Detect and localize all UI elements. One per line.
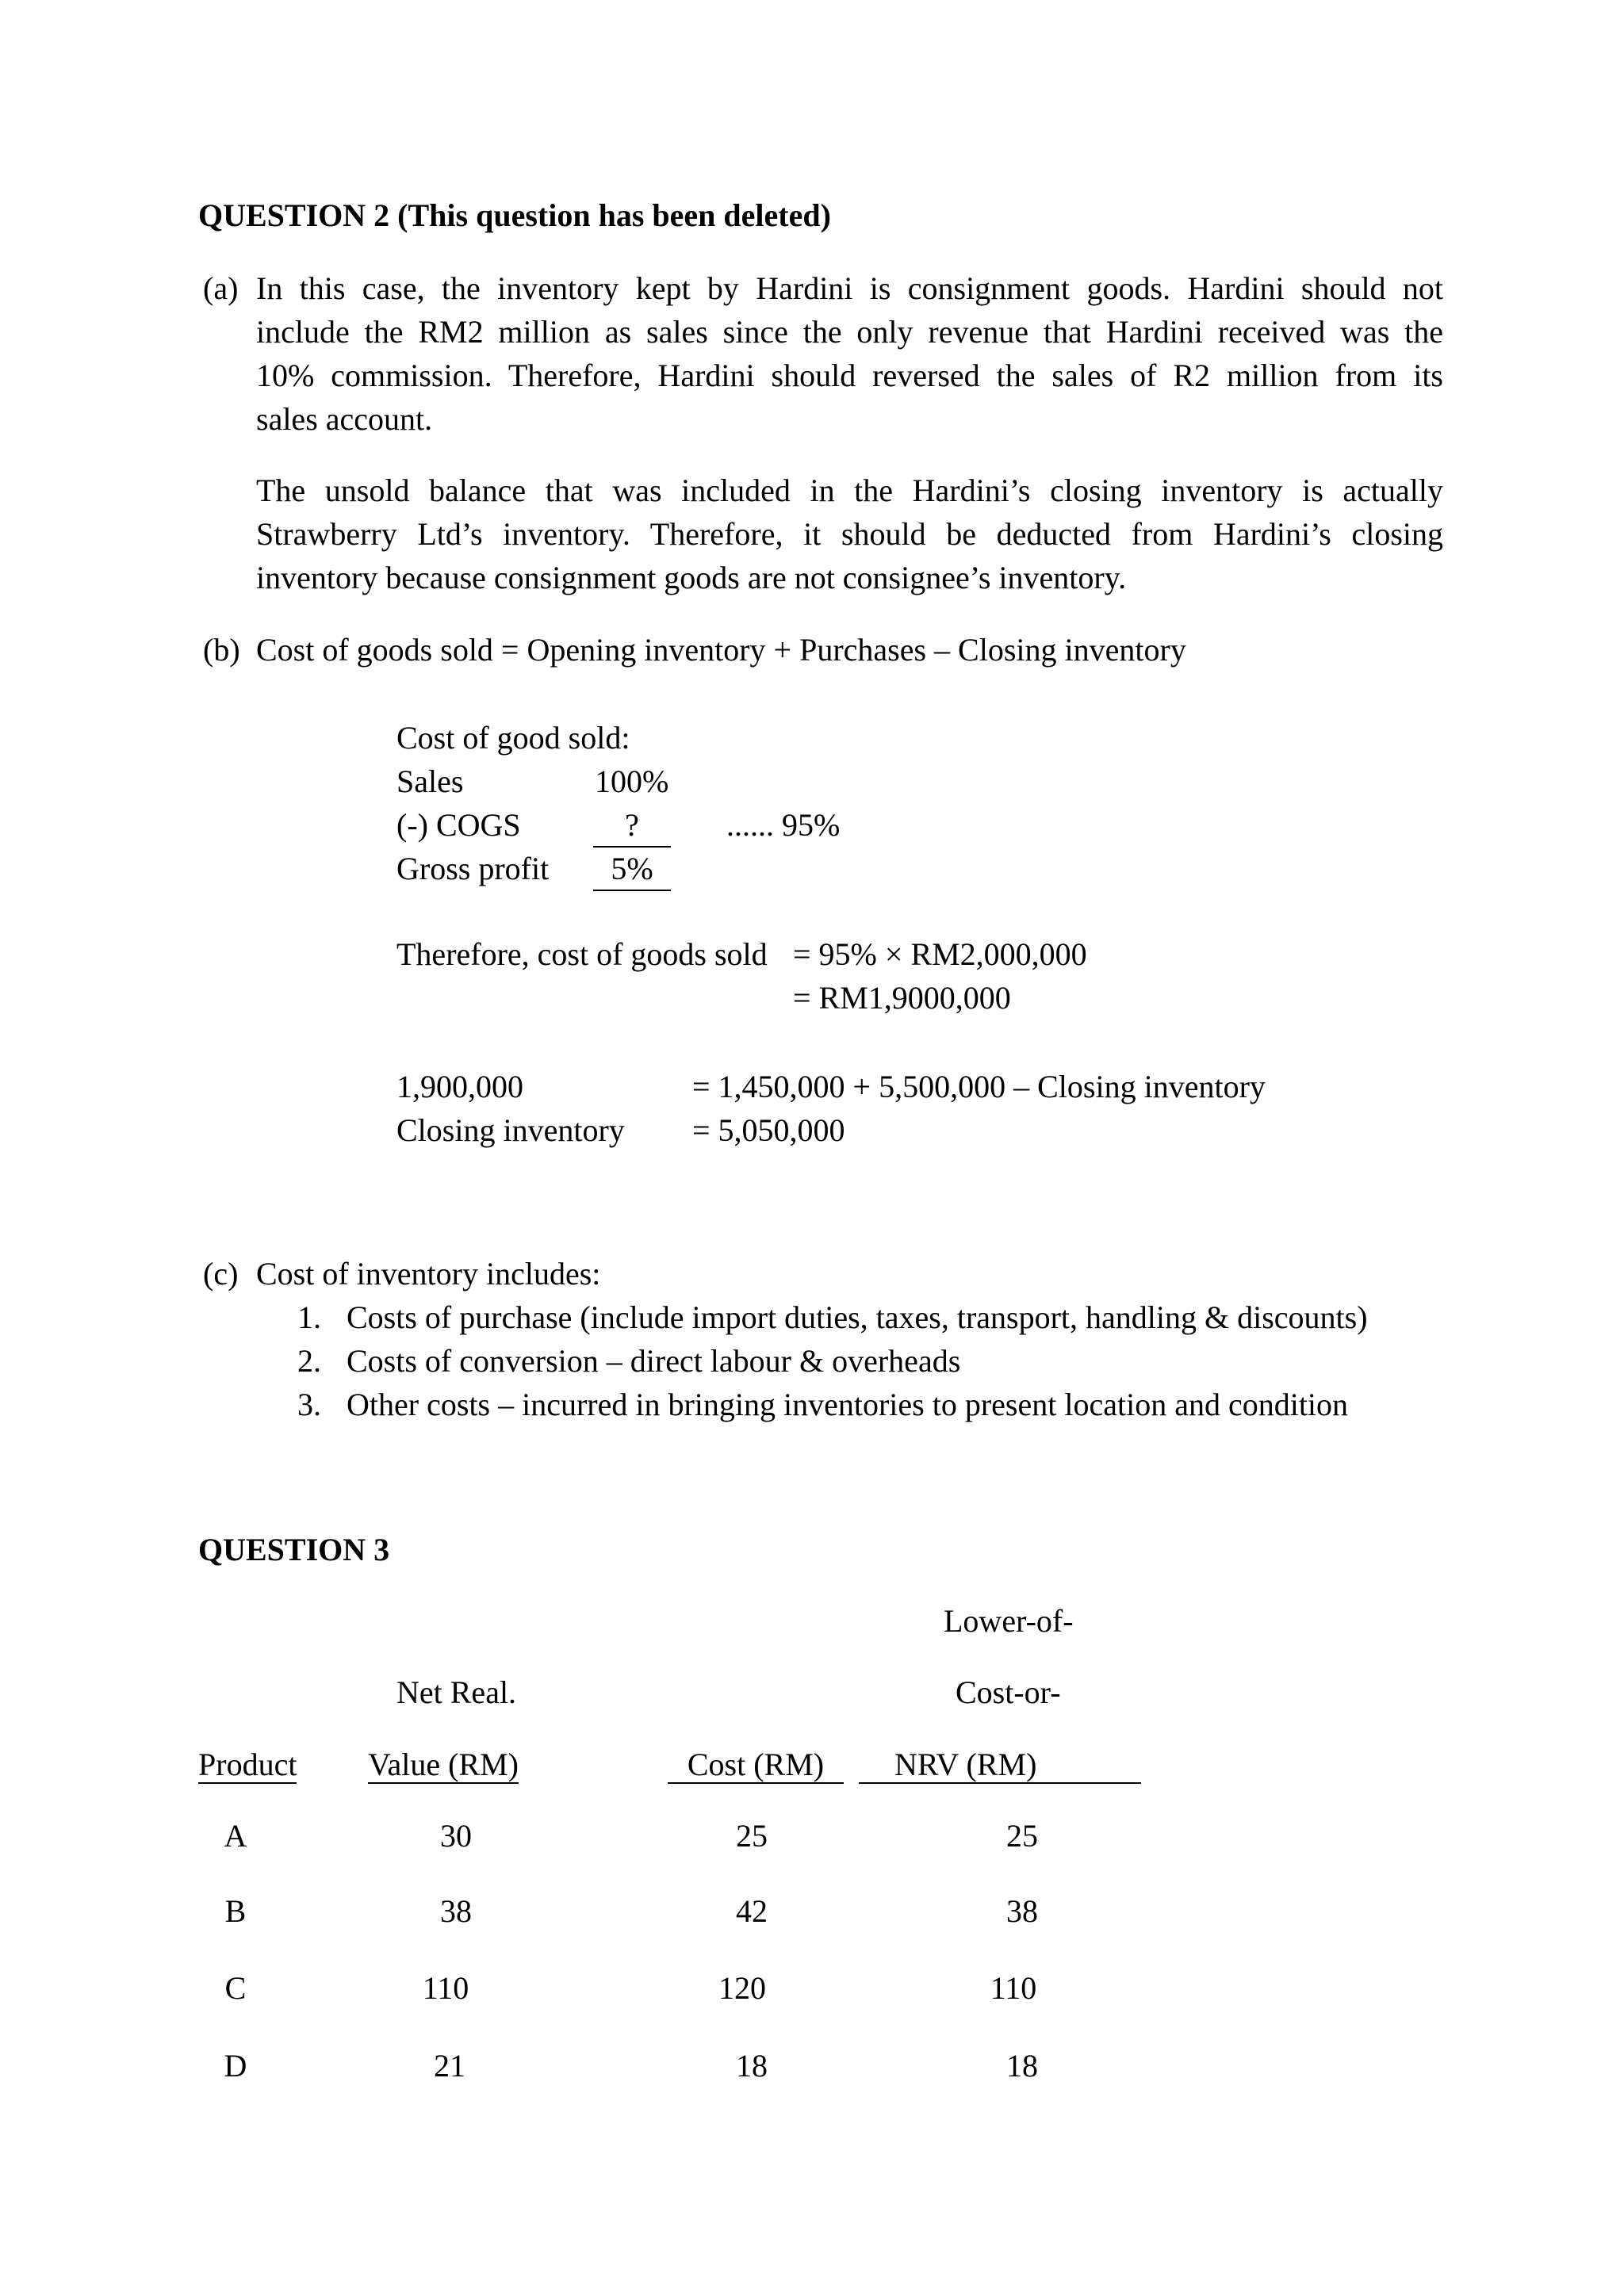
- cogs-note: ...... 95%: [726, 807, 841, 843]
- question-3-heading: QUESTION 3: [198, 1532, 390, 1567]
- sales-label: Sales: [396, 763, 464, 799]
- therefore-eq1: = 95% × RM2,000,000: [793, 936, 1087, 972]
- table-cell-lcnrv-a: 25: [1006, 1818, 1038, 1854]
- part-a-para2-line2: Strawberry Ltd’s inventory. Therefore, it should be deducted from Hardini’s closing: [256, 516, 1443, 552]
- calc-right-2: = 5,050,000: [692, 1112, 845, 1148]
- therefore-label: Therefore, cost of goods sold: [396, 936, 768, 972]
- table-cell-cost-c: 120: [718, 1970, 766, 2006]
- therefore-eq2: = RM1,9000,000: [793, 980, 1011, 1016]
- table-cell-product-a: A: [224, 1818, 247, 1854]
- part-a-para1-line4: sales account.: [256, 401, 433, 437]
- list-number-1: 1.: [297, 1299, 321, 1335]
- part-c-marker: (c): [203, 1256, 239, 1292]
- calc-left-2: Closing inventory: [396, 1112, 625, 1148]
- column-header-cost: Cost (RM): [668, 1749, 844, 1784]
- part-a-para1-line2: include the RM2 million as sales since the only revenue that Hardini received was the: [256, 314, 1443, 350]
- part-a-para2-line1: The unsold balance that was included in the Hardini’s closing inventory is actually: [256, 473, 1443, 508]
- table-cell-nrv-b: 38: [440, 1893, 472, 1929]
- column-header-nrv: NRV (RM): [859, 1749, 1141, 1784]
- part-a-para1-line1: In this case, the inventory kept by Hardini is consignment goods. Hardini should not: [256, 270, 1443, 306]
- header-cost-or: Cost-or-: [956, 1674, 1061, 1710]
- column-header-product: Product: [198, 1747, 297, 1782]
- table-cell-cost-b: 42: [736, 1893, 768, 1929]
- table-cell-product-d: D: [224, 2048, 247, 2084]
- sales-percent: 100%: [595, 763, 669, 799]
- calc-right-1: = 1,450,000 + 5,500,000 – Closing inventory: [692, 1069, 1266, 1104]
- cogs-value: ?: [593, 809, 671, 848]
- list-number-3: 3.: [297, 1387, 321, 1422]
- table-cell-product-b: B: [224, 1893, 247, 1929]
- part-b-marker: (b): [203, 632, 240, 668]
- list-item-2: Costs of conversion – direct labour & overheads: [347, 1343, 961, 1379]
- list-number-2: 2.: [297, 1343, 321, 1379]
- gross-profit-label: Gross profit: [396, 851, 550, 886]
- table-cell-lcnrv-c: 110: [990, 1970, 1037, 2006]
- gross-profit-percent: 5%: [593, 853, 671, 891]
- table-cell-cost-d: 18: [736, 2048, 768, 2084]
- table-cell-nrv-d: 21: [434, 2048, 465, 2084]
- list-item-1: Costs of purchase (include import duties, taxes, transport, handling & discounts): [347, 1299, 1368, 1335]
- table-cell-lcnrv-d: 18: [1006, 2048, 1038, 2084]
- cogs-title: Cost of good sold:: [396, 720, 630, 756]
- table-cell-nrv-a: 30: [440, 1818, 472, 1854]
- part-a-para2-line3: inventory because consignment goods are not consignee’s inventory.: [256, 560, 1127, 595]
- calc-left-1: 1,900,000: [396, 1069, 523, 1104]
- part-a-para1-line3: 10% commission. Therefore, Hardini should reversed the sales of R2 million from its: [256, 358, 1443, 393]
- part-a-marker: (a): [203, 270, 239, 306]
- cogs-label: (-) COGS: [396, 807, 521, 843]
- column-header-value: Value (RM): [368, 1747, 519, 1782]
- header-net-real: Net Real.: [396, 1674, 517, 1710]
- cogs-formula: Cost of goods sold = Opening inventory + Purchases – Closing inventory: [256, 632, 1186, 668]
- table-cell-lcnrv-b: 38: [1006, 1893, 1038, 1929]
- question-2-heading: QUESTION 2 (This question has been deleted): [198, 197, 831, 233]
- header-lower-of: Lower-of-: [944, 1603, 1074, 1639]
- table-cell-product-c: C: [224, 1970, 247, 2006]
- table-cell-nrv-c: 110: [422, 1970, 469, 2006]
- table-cell-cost-a: 25: [736, 1818, 768, 1854]
- list-item-3: Other costs – incurred in bringing inventories to present location and condition: [347, 1387, 1349, 1422]
- part-c-intro: Cost of inventory includes:: [256, 1256, 601, 1292]
